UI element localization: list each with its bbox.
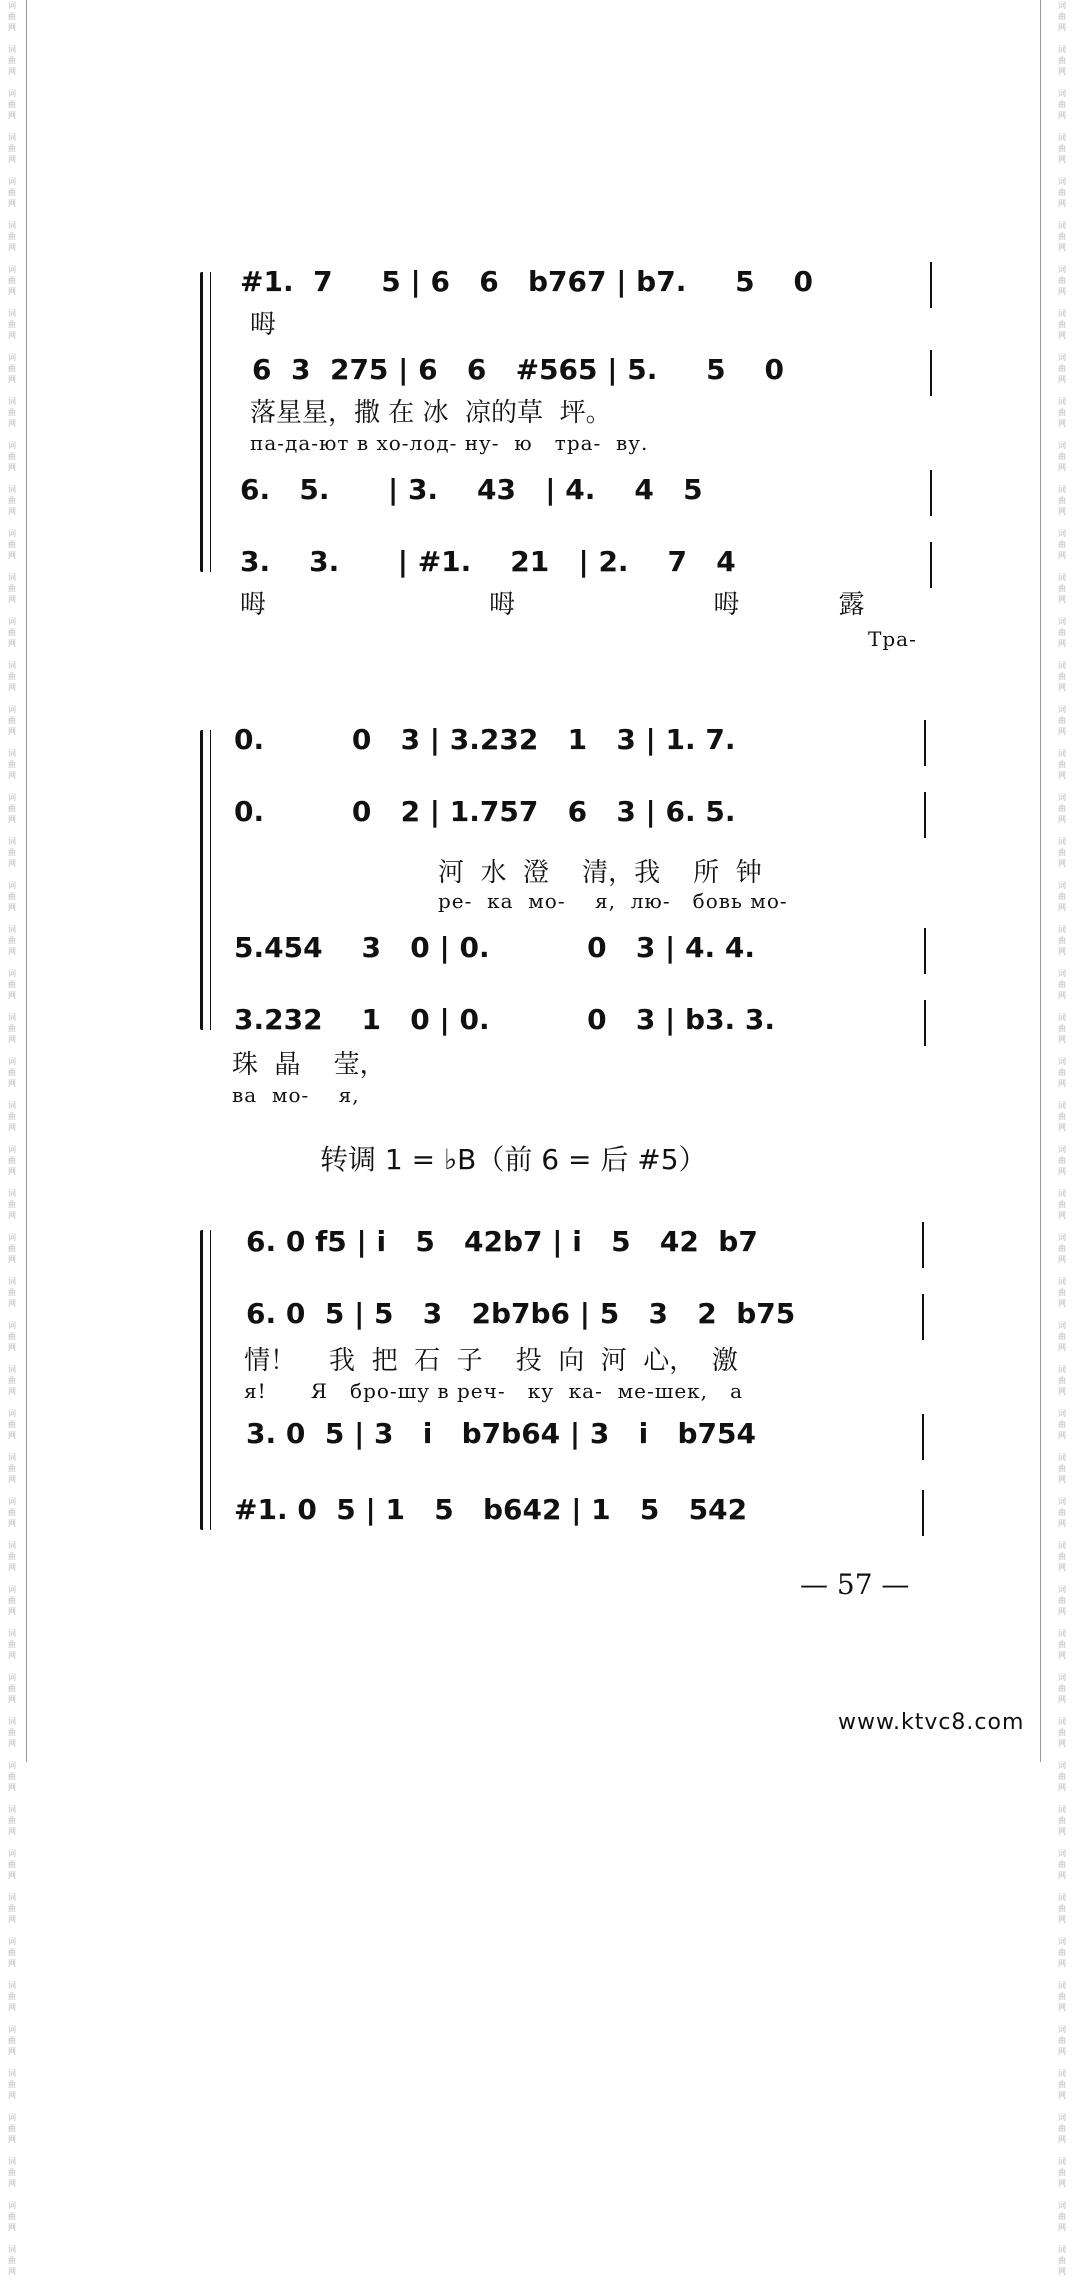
s1-row4: 3. 3. | #1. 21 | 2. 7 4	[240, 545, 736, 578]
key-change-label: 转调 1 = ♭B（前 6 = 后 #5）	[320, 1143, 707, 1176]
system-3-brace	[200, 1230, 209, 1530]
s1-row1: #1. 7 5 | 6 6 b767 | b7. 5 0	[240, 265, 814, 298]
s2-row1: 0. 0 3 | 3.232 1 3 | 1. 7.	[234, 723, 736, 756]
right-page-edge	[1040, 0, 1041, 1762]
barline	[924, 720, 926, 766]
barline	[930, 350, 932, 396]
system-1-brace	[200, 272, 209, 572]
right-watermark-strip: 词 曲 网 词 曲 网 词 曲 网 词 曲 网 词 曲 网 词 曲 网 词 曲 网 词 曲 网 词 曲 网 词 曲 网 词 曲 网 词 曲 网 词 曲 网 词 曲 网 词 曲 网 词 曲 网 词 曲 网 词 曲 网 词 曲 网 词 曲 网 词 曲 网 词 曲 网 词 曲 网 词 曲 网 词 曲 网 词 曲 网 词 曲 网 词 曲 网 词 曲 网 词 曲 网 词 曲 网 词 曲 网 词 曲 网 词 曲 网 词 曲 网 词 曲 网 词 曲 网 词 曲 网 词 曲 网 词 曲 网 词 曲 网 词 曲 网 词 曲 网 词 曲 网 词 曲 网 词 曲 网 词 曲 网 词 曲 网 词 曲 网 词 曲 网 词 曲 网 词 曲 网	[1058, 1, 1066, 2276]
barline	[922, 1294, 924, 1340]
barline	[924, 1000, 926, 1046]
s3-row4: #1. 0 5 | 1 5 b642 | 1 5 542	[234, 1493, 748, 1526]
system-1-brace-inner	[210, 272, 215, 572]
s2-row4: 3.232 1 0 | 0. 0 3 | b3. 3.	[234, 1003, 776, 1036]
site-url: www.ktvc8.com	[838, 1710, 1025, 1735]
barline	[924, 928, 926, 974]
s2-row2: 0. 0 2 | 1.757 6 3 | 6. 5.	[234, 795, 736, 828]
left-watermark-strip: 词 曲 网 词 曲 网 词 曲 网 词 曲 网 词 曲 网 词 曲 网 词 曲 网 词 曲 网 词 曲 网 词 曲 网 词 曲 网 词 曲 网 词 曲 网 词 曲 网 词 曲 网 词 曲 网 词 曲 网 词 曲 网 词 曲 网 词 曲 网 词 曲 网 词 曲 网 词 曲 网 词 曲 网 词 曲 网 词 曲 网 词 曲 网 词 曲 网 词 曲 网 词 曲 网 词 曲 网 词 曲 网 词 曲 网 词 曲 网 词 曲 网 词 曲 网 词 曲 网 词 曲 网 词 曲 网 词 曲 网 词 曲 网 词 曲 网 词 曲 网 词 曲 网 词 曲 网 词 曲 网 词 曲 网 词 曲 网 词 曲 网 词 曲 网 词 曲 网 词 曲 网	[8, 1, 16, 2276]
s3-row2: 6. 0 5 | 5 3 2b7b6 | 5 3 2 b75	[246, 1297, 796, 1330]
s2-lyric-4-ru: ва мо- я,	[232, 1083, 360, 1107]
system-3-brace-inner	[210, 1230, 215, 1530]
barline	[930, 262, 932, 308]
system-2-brace-inner	[210, 730, 215, 1030]
s1-lyric-3-ru: па-да-ют в хо-лод- ну- ю тра- ву.	[250, 431, 649, 455]
s1-lyric-5-ru: Тра-	[868, 627, 917, 651]
s1-lyric-1: 呣	[250, 310, 277, 340]
s2-lyric-2-ru: ре- ка мо- я, лю- бовь мо-	[438, 889, 788, 913]
s2-lyric-1: 河 水 澄 清，我 所 钟	[438, 858, 762, 888]
barline	[922, 1222, 924, 1268]
barline	[930, 470, 932, 516]
s3-lyric-2-ru: я! Я бро-шу в реч- ку ка- ме-шек, а	[244, 1379, 744, 1403]
s3-lyric-1: 情！ 我 把 石 子 投 向 河 心， 激	[244, 1346, 738, 1376]
barline	[924, 792, 926, 838]
page-number: — 57 —	[800, 1568, 910, 1601]
s3-row3: 3. 0 5 | 3 i b7b64 | 3 i b754	[246, 1417, 756, 1450]
s2-row3: 5.454 3 0 | 0. 0 3 | 4. 4.	[234, 931, 756, 964]
barline	[922, 1490, 924, 1536]
barline	[930, 542, 932, 588]
left-page-edge	[26, 0, 27, 1762]
s1-lyric-2: 落星星，撒 在 冰 凉的草 坪。	[250, 398, 612, 428]
system-2-brace	[200, 730, 209, 1030]
s1-row2: 6 3 275 | 6 6 #565 | 5. 5 0	[252, 353, 785, 386]
s2-lyric-3: 珠 晶 莹，	[232, 1050, 386, 1080]
s1-row3: 6. 5. | 3. 43 | 4. 4 5	[240, 473, 703, 506]
s3-row1: 6. 0 f5 | i 5 42b7 | i 5 42 b7	[246, 1225, 758, 1258]
barline	[922, 1414, 924, 1460]
s1-lyric-4: 呣 呣 呣 露	[240, 590, 865, 620]
